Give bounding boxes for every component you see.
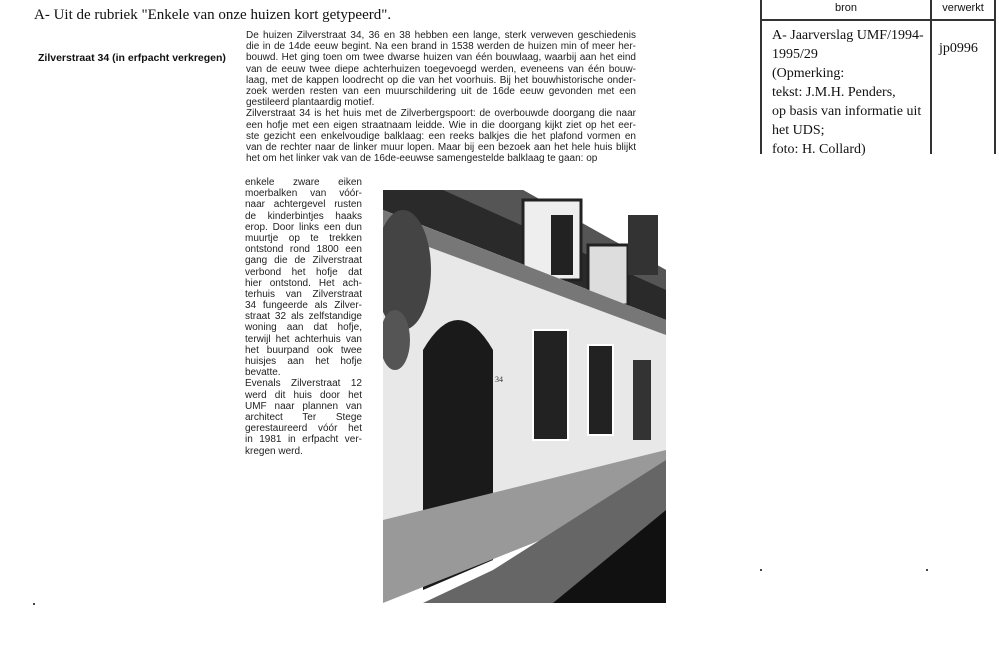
text-line: kregen werd. [245,445,303,457]
processed-cell: jp0996 [939,41,978,56]
scan-dot [926,569,928,571]
text-line: straat 32 als zelfstandige [245,311,362,323]
text-line: De huizen Zilverstraat 34, 36 en 38 hebben een lange, sterk verweven geschiedenis [246,30,636,41]
text-line: zoek werden resten van een muurschildering uit de 16de eeuw gevonden met een [246,85,636,97]
header-bron: bron [761,0,931,20]
source-line: (Opmerking: [772,66,845,81]
text-line: gestileerd plantaardig motief. [246,97,375,109]
document-title: A- Uit de rubriek "Enkele van onze huizen kort getypeerd". [34,7,392,23]
text-line: muurtje op te trekken [245,232,362,244]
text-line: de kinderbintjes haaks [245,210,362,222]
text-line: van de rechter naar de linker muur lopen. Maar bij een bezoek aan het hele huis blijkt [246,141,636,153]
text-line: moerbalken van vóór- [245,188,362,200]
text-line: Evenals Zilverstraat 12 [245,378,362,390]
text-line: enkele zware eiken [245,177,362,188]
text-line: erop. Door links een dun [245,221,362,233]
text-line: terhuis van Zilverstraat [245,288,362,300]
source-table [760,0,996,157]
text-line: 34 fungeerde als Zilver- [245,300,362,312]
scan-dot [760,569,762,571]
text-line: naar achtergevel rusten [245,199,362,211]
text-line: ontstond rond 1800 een [245,244,362,256]
header-verwerkt: verwerkt [931,0,995,20]
text-line: een hofje met een eigen straatnaam leidde. Wie in die doorgang kijkt ziet op het eer- [246,119,636,131]
scan-dot [33,603,35,605]
body-text-top [246,30,636,164]
text-line: bevatte. [245,367,281,379]
text-line: het buurpand ook twee [245,344,362,356]
text-line: terwijl het achterhuis van [245,333,362,345]
text-line: Zilverstraat 34 is het huis met de Zilverbergspoort: de overbouwde doorgang die naar [246,108,636,120]
source-line: foto: H. Collard) [772,142,866,157]
text-line: verbond het hofje dat [245,266,362,278]
source-line: op basis van informatie uit [772,104,922,119]
text-line: bouwd. Het ging toen om twee dwarse huizen van één bouwlaag, waarbij aan het eind [246,52,636,64]
text-line: werd dit huis door het [245,389,362,401]
text-line: die in de 14de eeuw begint. Na een brand in 1538 werden de huizen min of meer her- [246,41,636,53]
text-line: gerestaureerd vóór het [245,423,362,435]
text-line: gang die de Zilverstraat [245,255,362,267]
text-line: het om het linker vak van de 16de-eeuwse samengestelde balklaag te gaan: op [246,153,598,165]
text-line: woning aan dat hofje, [245,322,362,334]
source-line: A- Jaarverslag UMF/1994- [772,28,924,43]
text-line: huisjes aan het hofje [245,356,362,367]
source-line: 1995/29 [772,47,818,62]
text-line: in 1981 in erfpacht ver- [245,434,362,446]
text-line: van de eeuw twee diepe achterhuizen toegevoegd werden, eveneens van één bouw- [246,63,636,75]
body-text-narrow [245,177,362,457]
text-line: UMF naar plannen van [245,400,362,412]
house-number: 34 [495,375,503,384]
source-line: tekst: J.M.H. Penders, [772,85,896,100]
section-subheading: Zilverstraat 34 (in erfpacht verkregen) [38,52,226,64]
source-cell [762,21,930,157]
source-line: het UDS; [772,123,825,138]
house-photo [383,190,666,603]
text-line: laag, met de kappen loodrecht op die van het voorhuis. Bij het bouwhistorische onder- [246,74,636,86]
text-line: architect Ter Stege [245,411,362,423]
text-line: hier ontstond. Het ach- [245,277,362,289]
text-line: ste gezicht een enkelvoudige balklaag: een reeks balkjes die het plafond vormen en [246,130,636,142]
